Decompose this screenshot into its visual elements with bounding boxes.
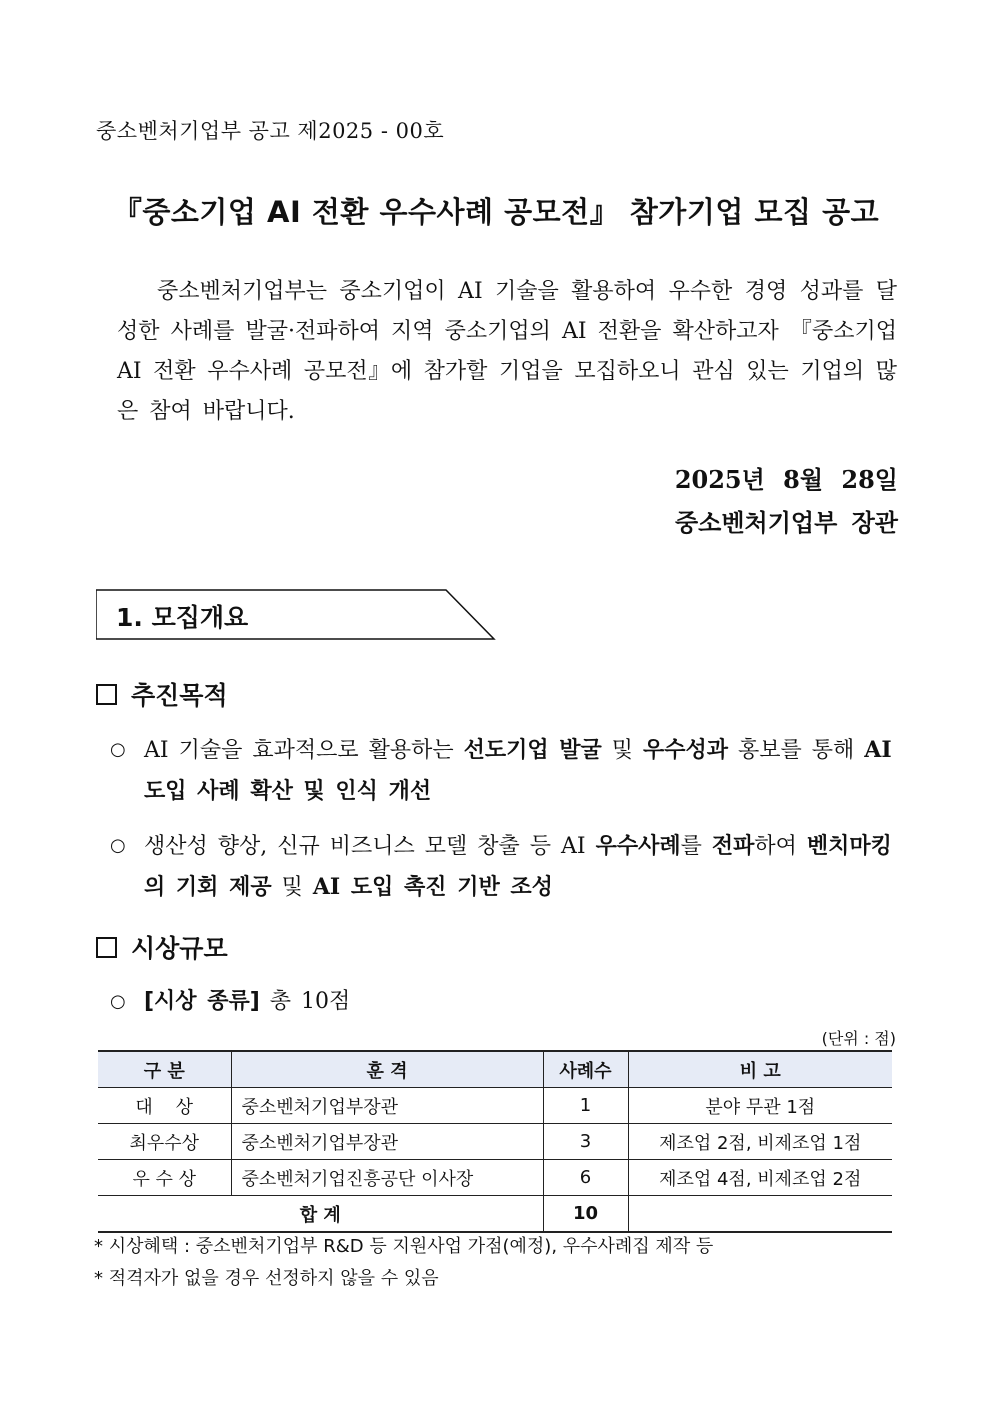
award-scale-heading [96,929,228,965]
bold-run: 벤치마킹의 기회 제공 [144,833,892,900]
purpose-item-2-text [144,826,910,908]
text-run: 홍보를 통해 [728,738,865,763]
notice-number: 중소벤처기업부 공고 제2025 - 00호 [96,119,445,143]
footnote: * 시상혜택 : 중소벤처기업부 R&D 등 지원사업 가점(예정), 우수사례집 제작 등 [94,1236,714,1257]
text-run: 및 [601,738,643,763]
circle-bullet-icon: ○ [110,739,126,760]
table-row [98,1088,892,1124]
total-label-cell: 합 계 [98,1196,543,1233]
purpose-item-1-text [144,730,910,812]
table-cell: 우 수 상 [98,1160,231,1196]
issuer-name: 중소벤처기업부 장관 [674,508,898,537]
bold-run: 우수사례 [595,833,681,859]
table-total-row [98,1196,892,1233]
square-bullet-icon [96,684,117,705]
footnote: * 적격자가 없을 경우 선정하지 않을 수 있음 [94,1268,439,1289]
column-header: 비 고 [628,1051,892,1088]
table-header-row [98,1051,892,1088]
text-run: 하여 [754,834,807,859]
text-run: 및 [271,875,313,900]
award-kind-total: 총 10점 [269,989,351,1014]
bold-run: 선도기업 발굴 [463,737,602,763]
table-cell: 중소벤처기업부장관 [231,1124,543,1160]
bold-run: AI 도입 촉진 기반 조성 [312,874,553,900]
table-cell: 중소벤처기업부장관 [231,1088,543,1124]
purpose-heading [96,676,228,712]
purpose-item-2 [110,826,910,908]
bold-run: 전파 [711,833,755,859]
section-1-label: 1. 모집개요 [116,603,249,632]
total-empty-cell [628,1196,892,1233]
circle-bullet-icon: ○ [110,835,126,856]
table-cell: 1 [543,1088,628,1124]
text-run: 생산성 향상, 신규 비즈니스 모델 창출 등 AI [144,834,596,859]
circle-bullet-icon: ○ [110,991,126,1012]
bold-run: 우수성과 [643,737,729,763]
square-bullet-icon [96,937,117,958]
column-header: 구 분 [98,1051,231,1088]
table-cell: 대 상 [98,1088,231,1124]
table-cell: 제조업 2점, 비제조업 1점 [628,1124,892,1160]
intro-paragraph [117,272,897,432]
column-header: 사례수 [543,1051,628,1088]
notice-date: 2025년 8월 28일 [674,465,898,494]
award-table [98,1050,892,1233]
text-run: AI 기술을 효과적으로 활용하는 [144,738,464,763]
table-cell: 제조업 4점, 비제조업 2점 [628,1160,892,1196]
table-cell: 6 [543,1160,628,1196]
table-cell: 분야 무관 1점 [628,1088,892,1124]
award-kind-label: [시상 종류] [144,989,260,1014]
text-run: 를 [680,834,712,859]
table-row [98,1124,892,1160]
award-kind-text [144,982,910,1022]
table-cell: 3 [543,1124,628,1160]
bold-run: AI 도입 사례 확산 및 인식 개선 [144,737,892,804]
intro-text: 중소벤처기업부는 중소기업이 AI 기술을 활용하여 우수한 경영 성과를 달성한 사례를 발굴·전파하여 지역 중소기업의 AI 전환을 확산하고자 『중소기업 AI 전환 우수사례 공모전』에 참가할 기업을 모집하오니 관심 있는 기업의 많은 참여 바랍니다. [117,279,897,424]
total-value-cell: 10 [543,1196,628,1233]
table-cell: 최우수상 [98,1124,231,1160]
purpose-item-1 [110,730,910,812]
table-unit-label: (단위 : 점) [821,1029,896,1048]
column-header: 훈 격 [231,1051,543,1088]
document-title: 『중소기업 AI 전환 우수사례 공모전』 참가기업 모집 공고 [112,195,880,229]
purpose-heading-text: 추진목적 [131,681,228,710]
award-kind-item [110,982,910,1022]
table-row [98,1160,892,1196]
award-scale-heading-text: 시상규모 [131,934,228,963]
table-cell: 중소벤처기업진흥공단 이사장 [231,1160,543,1196]
